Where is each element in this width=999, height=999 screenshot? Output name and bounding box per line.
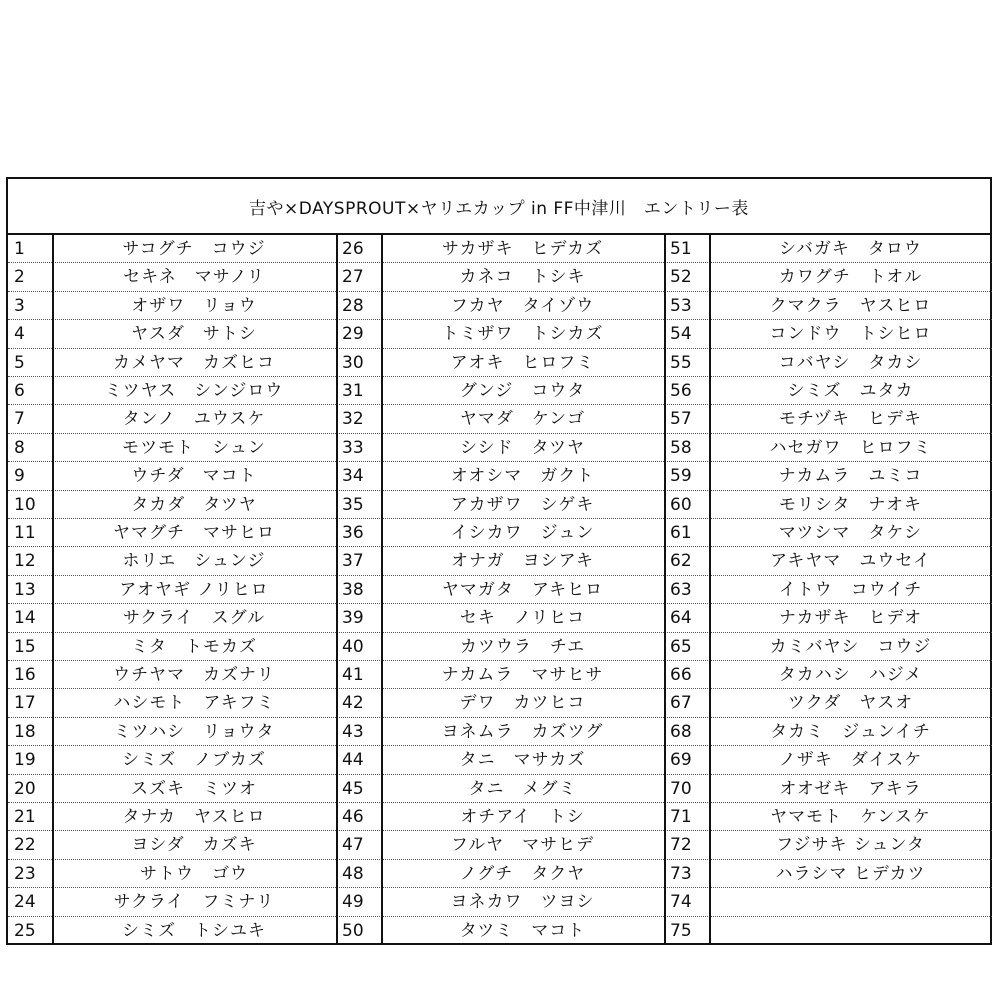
- entry-number: 60: [670, 494, 692, 515]
- entry-number: 54: [670, 324, 692, 345]
- entry-name: トミザワ トシカズ: [441, 324, 604, 345]
- entry-number: 45: [342, 778, 364, 799]
- entry-name: オオシマ ガクト: [450, 466, 595, 487]
- table-row: [8, 349, 336, 377]
- entry-number: 26: [342, 239, 364, 259]
- table-title: 吉や×DAYSPROUT×ヤリエカップ in FF中津川 エントリー表: [8, 179, 990, 235]
- table-row: [8, 718, 336, 746]
- entry-number: 66: [670, 665, 692, 685]
- entry-name: シミズ トシユキ: [122, 920, 266, 941]
- entry-number: 33: [342, 437, 364, 458]
- entry-number: 11: [14, 523, 36, 543]
- table-row: [336, 434, 664, 462]
- table-row: [664, 491, 992, 519]
- entry-number: 61: [670, 523, 692, 543]
- entry-name: サクライ スグル: [122, 608, 266, 629]
- table-row: [8, 235, 336, 263]
- table-row: [336, 831, 664, 859]
- table-row: [664, 292, 992, 320]
- entry-name: コバヤシ タカシ: [778, 352, 923, 373]
- entry-name: ヨシダ カズキ: [131, 835, 257, 856]
- entry-number: 21: [14, 807, 36, 827]
- table-row: [336, 377, 664, 405]
- entry-number: 62: [670, 551, 692, 572]
- entry-name: アオヤギ ノリヒロ: [119, 579, 269, 600]
- entry-number: 6: [14, 381, 25, 401]
- column-divider: [52, 235, 54, 943]
- entry-number: 9: [14, 466, 25, 487]
- table-row: [336, 860, 664, 888]
- entry-name: イシカワ ジュン: [450, 523, 595, 543]
- entry-number: 43: [342, 721, 364, 742]
- entry-number: 74: [670, 892, 692, 913]
- entry-name: フカヤ タイゾウ: [450, 295, 595, 316]
- entry-number: 73: [670, 863, 692, 884]
- entry-number: 51: [670, 239, 692, 259]
- table-row: [336, 491, 664, 519]
- table-row: [8, 547, 336, 575]
- table-row: [8, 689, 336, 717]
- entry-name: デワ カツヒコ: [459, 693, 586, 714]
- entry-number: 2: [14, 267, 25, 288]
- entry-number: 34: [342, 466, 364, 487]
- entry-name: [709, 888, 992, 916]
- entry-number: 69: [670, 750, 692, 771]
- entry-number: 53: [670, 295, 692, 316]
- entry-number: 19: [14, 750, 36, 771]
- entry-name: カミバヤシ コウジ: [769, 636, 932, 657]
- entry-name: ウチダ マコト: [131, 466, 257, 487]
- table-row: [336, 661, 664, 689]
- entry-number: 22: [14, 835, 36, 856]
- entry-name: サクライ フミナリ: [113, 892, 275, 913]
- entry-name: アカザワ シゲキ: [450, 494, 595, 515]
- entry-number: 35: [342, 494, 364, 515]
- entry-name: ホリエ シュンジ: [122, 551, 266, 572]
- entry-name: ミツハシ リョウタ: [113, 721, 275, 742]
- entry-number: 52: [670, 267, 692, 288]
- entry-number: 14: [14, 608, 36, 629]
- table-row: [336, 604, 664, 632]
- entry-number: 23: [14, 863, 36, 884]
- entry-number: 39: [342, 608, 364, 629]
- entry-name: [709, 917, 992, 945]
- entry-name: コンドウ トシヒロ: [769, 324, 932, 345]
- table-row: [664, 462, 992, 490]
- entry-number: 59: [670, 466, 692, 487]
- entry-number: 17: [14, 693, 36, 714]
- entry-name: カツウラ チエ: [459, 636, 586, 657]
- entry-name: イトウ コウイチ: [778, 579, 923, 600]
- column-divider: [336, 235, 338, 943]
- entry-number: 64: [670, 608, 692, 629]
- table-row: [336, 519, 664, 547]
- entry-number: 58: [670, 437, 692, 458]
- entry-name: モチヅキ ヒデキ: [779, 409, 922, 430]
- table-row: [8, 746, 336, 774]
- entry-number: 67: [670, 693, 692, 714]
- entry-number: 71: [670, 807, 692, 827]
- entry-name: ウチヤマ カズナリ: [113, 665, 275, 685]
- entry-number: 7: [14, 409, 25, 430]
- entry-table: [6, 177, 992, 945]
- table-row: [8, 377, 336, 405]
- entry-number: 49: [342, 892, 364, 913]
- entry-number: 1: [14, 239, 25, 259]
- table-row: [8, 491, 336, 519]
- entry-name: タニ マサカズ: [459, 750, 586, 771]
- table-row: [8, 661, 336, 689]
- table-row: [664, 405, 992, 433]
- entry-name: スズキ ミツオ: [131, 778, 257, 799]
- entry-name: フルヤ マサヒデ: [450, 835, 595, 856]
- table-row: [336, 405, 664, 433]
- table-row: [336, 263, 664, 291]
- entry-name: タツミ マコト: [459, 920, 586, 941]
- table-row: [336, 803, 664, 831]
- entry-number: 48: [342, 863, 364, 884]
- entry-name: タカダ タツヤ: [131, 494, 257, 515]
- table-row: [664, 917, 992, 945]
- table-row: [336, 633, 664, 661]
- entry-name: ヤマダ ケンゴ: [459, 409, 586, 430]
- entry-name: オオゼキ アキラ: [779, 778, 922, 799]
- table-row: [664, 860, 992, 888]
- table-row: [336, 718, 664, 746]
- table-row: [8, 462, 336, 490]
- entry-name: ヤスダ サトシ: [131, 324, 257, 345]
- entry-number: 28: [342, 295, 364, 316]
- table-row: [8, 320, 336, 348]
- entry-number: 12: [14, 551, 36, 572]
- entry-name: ツクダ ヤスオ: [787, 693, 914, 714]
- entry-name: カネコ トシキ: [459, 267, 586, 288]
- table-row: [664, 604, 992, 632]
- entry-name: ナカムラ ユミコ: [778, 466, 923, 487]
- entry-number: 44: [342, 750, 364, 771]
- entry-number: 15: [14, 636, 36, 657]
- entry-number: 38: [342, 579, 364, 600]
- entry-number: 55: [670, 352, 692, 373]
- table-row: [336, 775, 664, 803]
- entry-number: 36: [342, 523, 364, 543]
- table-row: [664, 263, 992, 291]
- table-row: [664, 831, 992, 859]
- table-row: [8, 831, 336, 859]
- entry-name: マツシマ タケシ: [778, 523, 923, 543]
- entry-number: 57: [670, 409, 692, 430]
- entry-name: ミタ トモカズ: [131, 636, 257, 657]
- table-row: [336, 689, 664, 717]
- entry-name: シミズ ノブカズ: [122, 750, 266, 771]
- table-row: [8, 405, 336, 433]
- table-row: [664, 718, 992, 746]
- entry-number: 41: [342, 665, 364, 685]
- entry-number: 72: [670, 835, 692, 856]
- entry-number: 27: [342, 267, 364, 288]
- entry-name: タニ メグミ: [468, 778, 577, 799]
- table-row: [664, 689, 992, 717]
- entry-number: 16: [14, 665, 36, 685]
- entry-number: 63: [670, 579, 692, 600]
- table-row: [336, 349, 664, 377]
- table-row: [664, 888, 992, 916]
- column-divider: [709, 235, 711, 943]
- table-row: [664, 349, 992, 377]
- entry-name: カワグチ トオル: [778, 267, 923, 288]
- entry-number: 30: [342, 352, 364, 373]
- entry-name: ナカザキ ヒデオ: [778, 608, 923, 629]
- entry-name: ミツヤス シンジロウ: [104, 381, 284, 401]
- entry-name: オザワ リョウ: [131, 295, 257, 316]
- entry-name: モツモト シュン: [122, 437, 266, 458]
- table-row: [336, 235, 664, 263]
- entry-name: モリシタ ナオキ: [779, 494, 922, 515]
- entry-number: 46: [342, 807, 364, 827]
- entry-number: 68: [670, 721, 692, 742]
- entry-number: 47: [342, 835, 364, 856]
- entry-number: 40: [342, 636, 364, 657]
- entry-name: クマクラ ヤスヒロ: [769, 295, 932, 316]
- entry-name: タカミ ジュンイチ: [770, 721, 931, 742]
- table-row: [664, 746, 992, 774]
- entry-name: シバガキ タロウ: [779, 239, 922, 259]
- entry-name: タナカ ヤスヒロ: [122, 807, 266, 827]
- table-row: [664, 434, 992, 462]
- table-row: [8, 775, 336, 803]
- entry-number: 18: [14, 721, 36, 742]
- entry-name: ノグチ タクヤ: [459, 863, 586, 884]
- table-row: [8, 434, 336, 462]
- entry-name: ハセガワ ヒロフミ: [769, 437, 932, 458]
- entry-name: シシド タツヤ: [459, 437, 586, 458]
- entry-number: 37: [342, 551, 364, 572]
- entry-name: サトウ ゴウ: [140, 863, 248, 884]
- table-row: [8, 917, 336, 945]
- entry-name: セキ ノリヒコ: [459, 608, 586, 629]
- entry-number: 4: [14, 324, 25, 345]
- table-row: [336, 462, 664, 490]
- table-row: [8, 292, 336, 320]
- entry-name: ハシモト アキフミ: [113, 693, 275, 714]
- entry-name: タンノ ユウスケ: [122, 409, 266, 430]
- entry-number: 50: [342, 920, 364, 941]
- entry-name: フジサキ シュンタ: [776, 835, 925, 856]
- entry-name: アキヤマ ユウセイ: [770, 551, 931, 572]
- entry-name: ヨネムラ カズツグ: [441, 721, 604, 742]
- table-row: [336, 917, 664, 945]
- column-divider: [381, 235, 383, 943]
- entry-number: 75: [670, 920, 692, 941]
- table-row: [8, 888, 336, 916]
- table-row: [336, 746, 664, 774]
- table-row: [8, 633, 336, 661]
- entry-name: セキネ マサノリ: [123, 267, 265, 288]
- table-row: [664, 803, 992, 831]
- entry-name: ヤマグチ マサヒロ: [113, 523, 275, 543]
- table-row: [664, 576, 992, 604]
- table-row: [8, 803, 336, 831]
- entry-name: カメヤマ カズヒコ: [113, 352, 275, 373]
- entry-name: オチアイ トシ: [460, 807, 585, 827]
- table-row: [8, 604, 336, 632]
- entry-number: 56: [670, 381, 692, 401]
- table-row: [336, 292, 664, 320]
- entry-number: 24: [14, 892, 36, 913]
- table-row: [336, 888, 664, 916]
- entry-number: 3: [14, 295, 25, 316]
- entry-name: サカザキ ヒデカズ: [441, 239, 604, 259]
- table-row: [8, 576, 336, 604]
- table-row: [8, 519, 336, 547]
- entry-number: 13: [14, 579, 36, 600]
- entry-name: アオキ ヒロフミ: [450, 352, 595, 373]
- entry-name: サコグチ コウジ: [122, 239, 266, 259]
- entry-name: タカハシ ハジメ: [778, 665, 923, 685]
- table-row: [8, 263, 336, 291]
- table-row: [664, 235, 992, 263]
- entry-number: 8: [14, 437, 25, 458]
- entry-name: グンジ コウタ: [459, 381, 586, 401]
- table-row: [664, 661, 992, 689]
- entry-number: 31: [342, 381, 364, 401]
- entry-number: 70: [670, 778, 692, 799]
- table-row: [336, 576, 664, 604]
- entry-number: 10: [14, 494, 36, 515]
- table-row: [664, 377, 992, 405]
- entry-number: 20: [14, 778, 36, 799]
- entry-name: オナガ ヨシアキ: [451, 551, 594, 572]
- entry-name: ナカムラ マサヒサ: [441, 665, 604, 685]
- entry-name: ヤマガタ アキヒロ: [441, 579, 604, 600]
- entry-number: 29: [342, 324, 364, 345]
- table-row: [664, 547, 992, 575]
- table-row: [336, 547, 664, 575]
- table-row: [664, 519, 992, 547]
- entry-number: 42: [342, 693, 364, 714]
- entry-name: ヤマモト ケンスケ: [770, 807, 931, 827]
- entry-number: 25: [14, 920, 36, 941]
- table-row: [664, 633, 992, 661]
- entry-name: ハラシマ ヒデカツ: [775, 863, 926, 884]
- table-row: [336, 320, 664, 348]
- entry-name: シミズ ユタカ: [787, 381, 914, 401]
- entry-number: 32: [342, 409, 364, 430]
- table-row: [664, 320, 992, 348]
- table-row: [664, 775, 992, 803]
- entry-name: ノザキ ダイスケ: [778, 750, 923, 771]
- entry-name: ヨネカワ ツヨシ: [450, 892, 595, 913]
- entry-number: 65: [670, 636, 692, 657]
- column-divider: [664, 235, 666, 943]
- table-row: [8, 860, 336, 888]
- entry-number: 5: [14, 352, 25, 373]
